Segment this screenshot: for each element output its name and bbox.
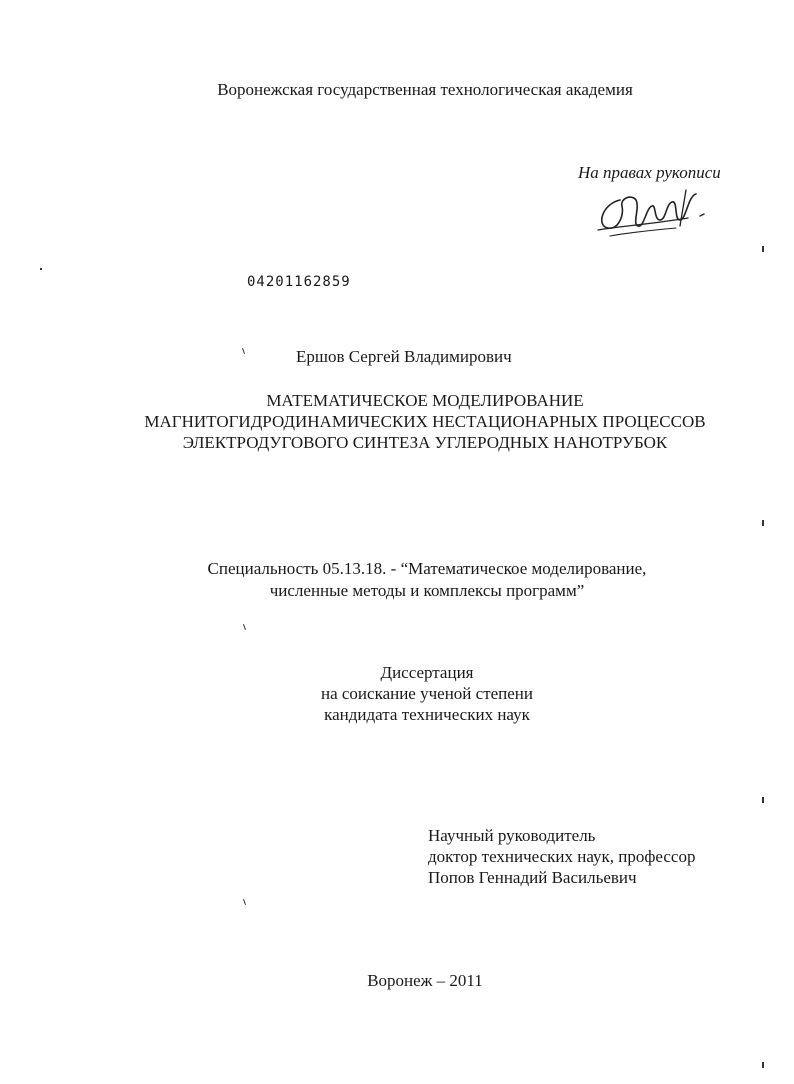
advisor-block xyxy=(428,825,695,888)
scan-speck xyxy=(762,246,764,252)
institution-name: Воронежская государственная технологическая академия xyxy=(217,80,633,99)
scan-speck xyxy=(762,1062,764,1068)
specialty-line: численные методы и комплексы программ” xyxy=(269,581,585,600)
city-year: Воронеж – 2011 xyxy=(367,971,483,990)
specialty-block xyxy=(0,558,794,602)
scan-speck xyxy=(762,520,764,526)
scan-speck xyxy=(762,797,764,803)
dissertation-line: на соискание ученой степени xyxy=(320,684,534,703)
advisor-line: Научный руководитель xyxy=(428,826,596,845)
scan-speck xyxy=(243,624,246,630)
scan-speck xyxy=(242,348,245,354)
catalog-code: 04201162859 xyxy=(247,274,351,290)
signature-image xyxy=(592,186,712,242)
dissertation-block xyxy=(0,662,794,725)
title-line: МАГНИТОГИДРОДИНАМИЧЕСКИХ НЕСТАЦИОНАРНЫХ ПРОЦЕССОВ xyxy=(144,412,706,431)
rights-note: На правах рукописи xyxy=(578,163,721,182)
scan-speck xyxy=(40,268,42,270)
specialty-line: Специальность 05.13.18. - “Математическое моделирование, xyxy=(207,559,647,578)
advisor-line: доктор технических наук, профессор xyxy=(428,847,696,866)
title-line: МАТЕМАТИЧЕСКОЕ МОДЕЛИРОВАНИЕ xyxy=(266,391,584,410)
dissertation-line: кандидата технических наук xyxy=(324,705,530,724)
scan-speck xyxy=(243,899,246,905)
author-name: Ершов Сергей Владимирович xyxy=(296,347,512,366)
dissertation-line: Диссертация xyxy=(380,663,474,682)
advisor-line: Попов Геннадий Васильевич xyxy=(428,868,637,887)
dissertation-title xyxy=(0,390,794,453)
title-line: ЭЛЕКТРОДУГОВОГО СИНТЕЗА УГЛЕРОДНЫХ НАНОТРУБОК xyxy=(182,433,668,452)
